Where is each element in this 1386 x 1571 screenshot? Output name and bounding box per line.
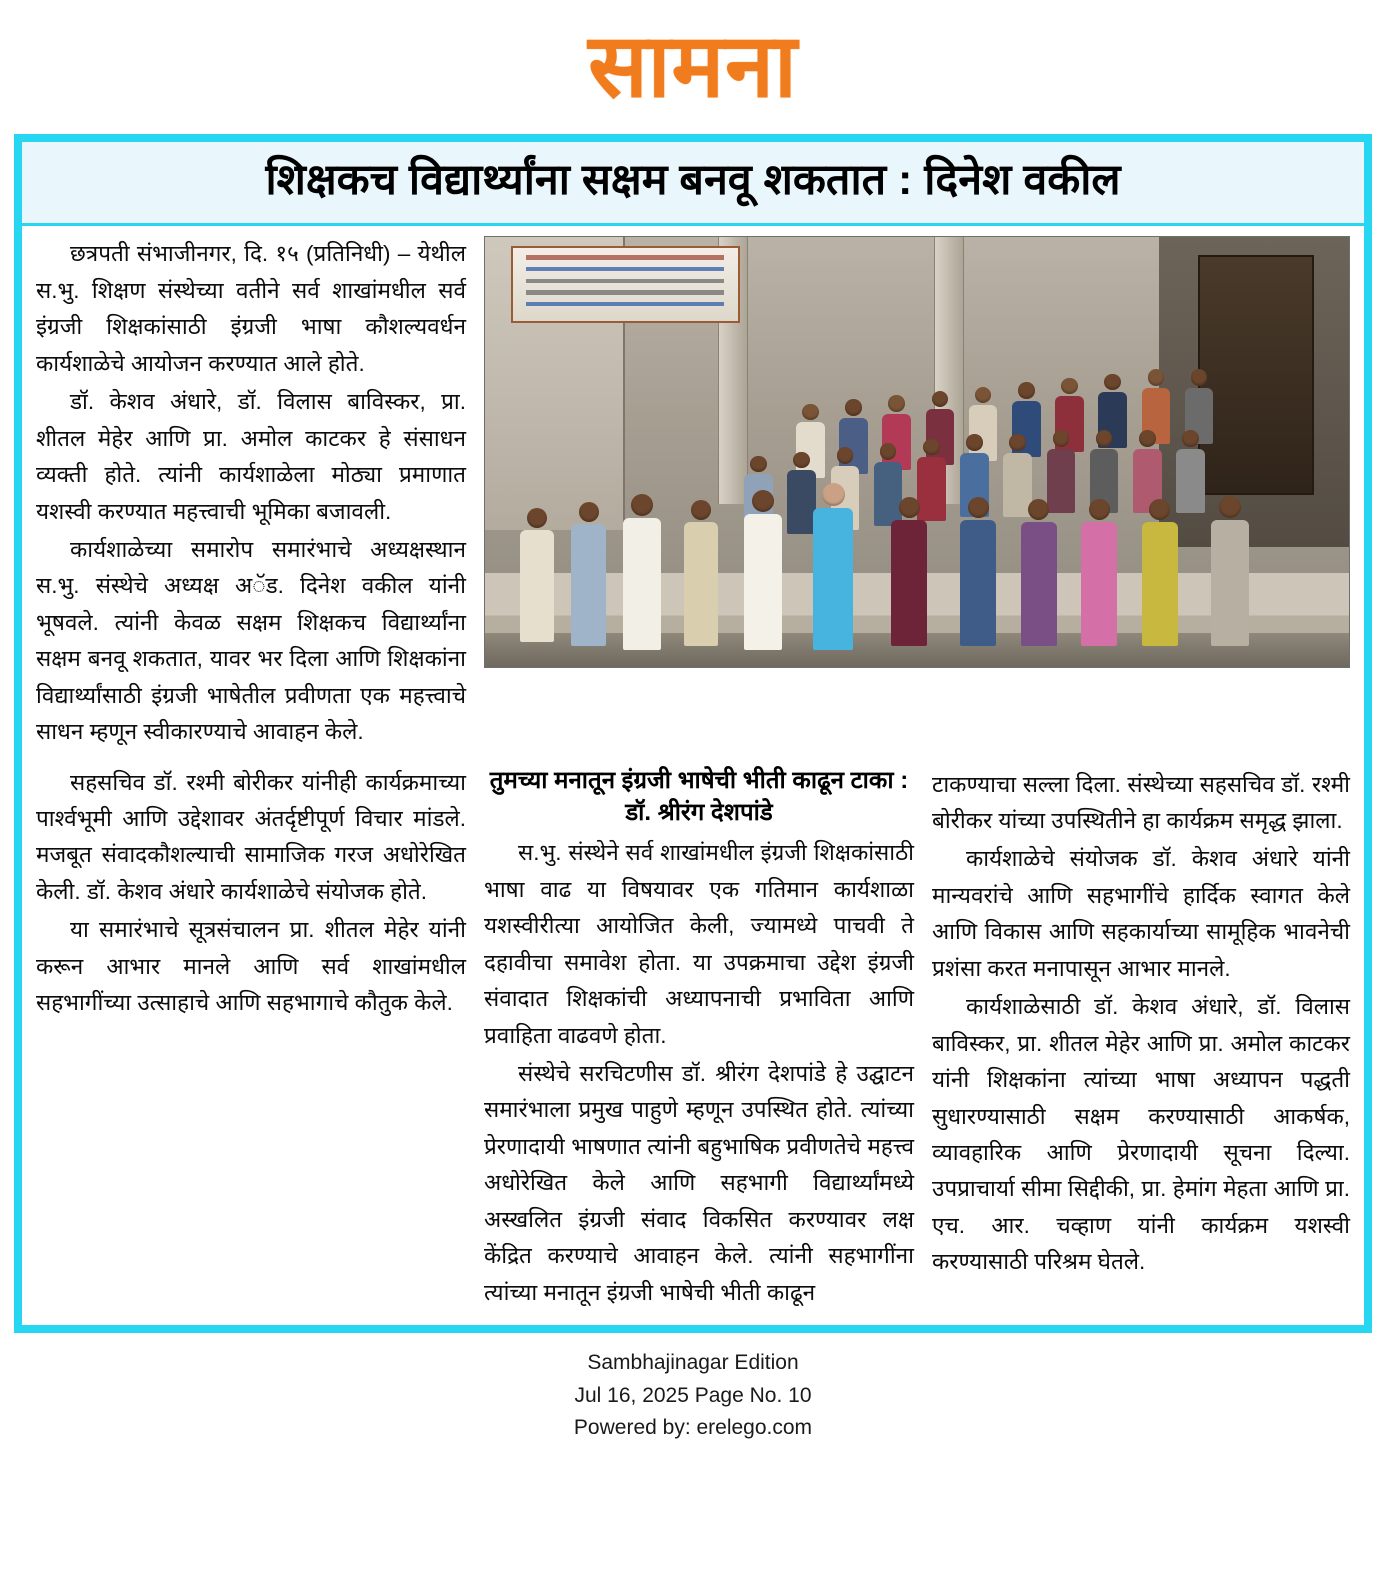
paragraph: संस्थेचे सरचिटणीस डॉ. श्रीरंग देशपांडे हे उद्घाटन समारंभाला प्रमुख पाहुणे म्हणून उपस्थित होते. त्यांच्या प्रेरणादायी भाषणात त्यांनी बहुभाषिक प्रवीणतेचे महत्त्व अधोरेखित केले आणि सहभागी विद्यार्थ्यांमध्ये अस्खलित इंग्रजी संवाद विकसित करण्यावर लक्ष केंद्रित करण्याचे आवाहन केले. त्यांनी सहभागींना त्यांच्या मनातून इंग्रजी भाषेची भीती काढून [484,1060,914,1305]
columns-row [36,765,1350,1313]
footer-edition: Sambhajinagar Edition [587,1351,799,1375]
column-1-top [36,236,466,752]
paragraph: या समारंभाचे सूत्रसंचालन प्रा. शीतल मेहेर यांनी करून आभार मानले आणि सर्व शाखांमधील सहभागींच्या उत्साहाचे आणि सहभागाचे कौतुक केले. [36,917,466,1016]
column-3 [932,765,1350,1313]
column-2-subhead: तुमच्या मनातून इंग्रजी भाषेची भीती काढून टाका : डॉ. श्रीरंग देशपांडे [489,766,909,826]
paragraph: टाकण्याचा सल्ला दिला. संस्थेच्या सहसचिव डॉ. रश्मी बोरीकर यांच्या उपस्थितीने हा कार्यक्रम समृद्ध झाला. [932,771,1350,833]
article-body [22,226,1364,1325]
masthead [0,0,1386,124]
column-2 [484,765,914,1313]
article-headline: शिक्षकच विद्यार्थ्यांना सक्षम बनवू शकतात : दिनेश वकील [265,156,1121,204]
footer-date-page: Jul 16, 2025 Page No. 10 [574,1383,812,1407]
paragraph: डॉ. केशव अंधारे, डॉ. विलास बाविस्कर, प्रा. शीतल मेहेर आणि प्रा. अमोल काटकर हे संसाधन व्यक्ती होते. त्यांनी कार्यशाळेला मोठ्या प्रमाणात यशस्वी करण्यात महत्त्वाची भूमिका बजावली. [36,389,466,524]
paragraph: कार्यशाळेसाठी डॉ. केशव अंधारे, डॉ. विलास बाविस्कर, प्रा. शीतल मेहेर आणि प्रा. अमोल काटकर यांनी शिक्षकांना त्यांच्या भाषा अध्यापन पद्धती सुधारण्यासाठी सक्षम करण्यासाठी आकर्षक, व्यावहारिक आणि प्रेरणादायी सूचना दिल्या. उपप्राचार्या सीमा सिद्दीकी, प्रा. हेमांग मेहता आणि प्रा. एच. आर. चव्हाण यांनी कार्यक्रम यशस्वी करण्यासाठी परिश्रम घेतले. [932,994,1350,1275]
group-photo [484,236,1350,668]
top-row [36,236,1350,752]
paragraph: कार्यशाळेचे संयोजक डॉ. केशव अंधारे यांनी मान्यवरांचे आणि सहभागींचे हार्दिक स्वागत केले आणि विकास आणि सहकार्याच्या सामूहिक भावनेची प्रशंसा करत मनापासून आभार मानले. [932,846,1350,981]
footer-powered-by: Powered by: erelego.com [573,1416,813,1440]
photo-crowd [485,237,1349,667]
page-footer [0,1347,1386,1445]
headline-band [22,142,1364,226]
paragraph: छत्रपती संभाजीनगर, दि. १५ (प्रतिनिधी) – येथील स.भु. शिक्षण संस्थेच्या वतीने सर्व शाखांमधील सर्व इंग्रजी शिक्षकांसाठी इंग्रजी भाषा कौशल्यवर्धन कार्यशाळेचे आयोजन करण्यात आले होते. [36,241,466,376]
paragraph: कार्यशाळेच्या समारोप समारंभाचे अध्यक्षस्थान स.भु. संस्थेचे अध्यक्ष अॅड. दिनेश वकील यांनी भूषवले. त्यांनी केवळ सक्षम शिक्षकच विद्यार्थ्यांना सक्षम बनवू शकतात, यावर भर दिला आणि शिक्षकांना विद्यार्थ्यांसाठी इंग्रजी भाषेतील प्रवीणता एक महत्त्वाचे साधन म्हणून स्वीकारण्याचे आवाहन केले. [36,536,466,745]
paragraph: सहसचिव डॉ. रश्मी बोरीकर यांनीही कार्यक्रमाच्या पार्श्वभूमी आणि उद्देशावर अंतर्दृष्टीपूर्ण विचार मांडले. मजबूत संवादकौशल्याची सामाजिक गरज अधोरेखित केली. डॉ. केशव अंधारे कार्यशाळेचे संयोजक होते. [36,769,466,904]
paragraph: स.भु. संस्थेने सर्व शाखांमधील इंग्रजी शिक्षकांसाठी भाषा वाढ या विषयावर एक गतिमान कार्यशाळा यशस्वीरीत्या आयोजित केली, ज्यामध्ये पाचवी ते दहावीचा समावेश होता. या उपक्रमाचा उद्देश इंग्रजी संवादात शिक्षकांची अध्यापनाची प्रभाविता आणि प्रवाहिता वाढवणे होता. [484,840,914,1048]
article-frame [14,134,1372,1333]
article-photo-area [484,236,1350,668]
masthead-title: सामना [588,16,798,115]
column-1-bottom [36,765,466,1313]
